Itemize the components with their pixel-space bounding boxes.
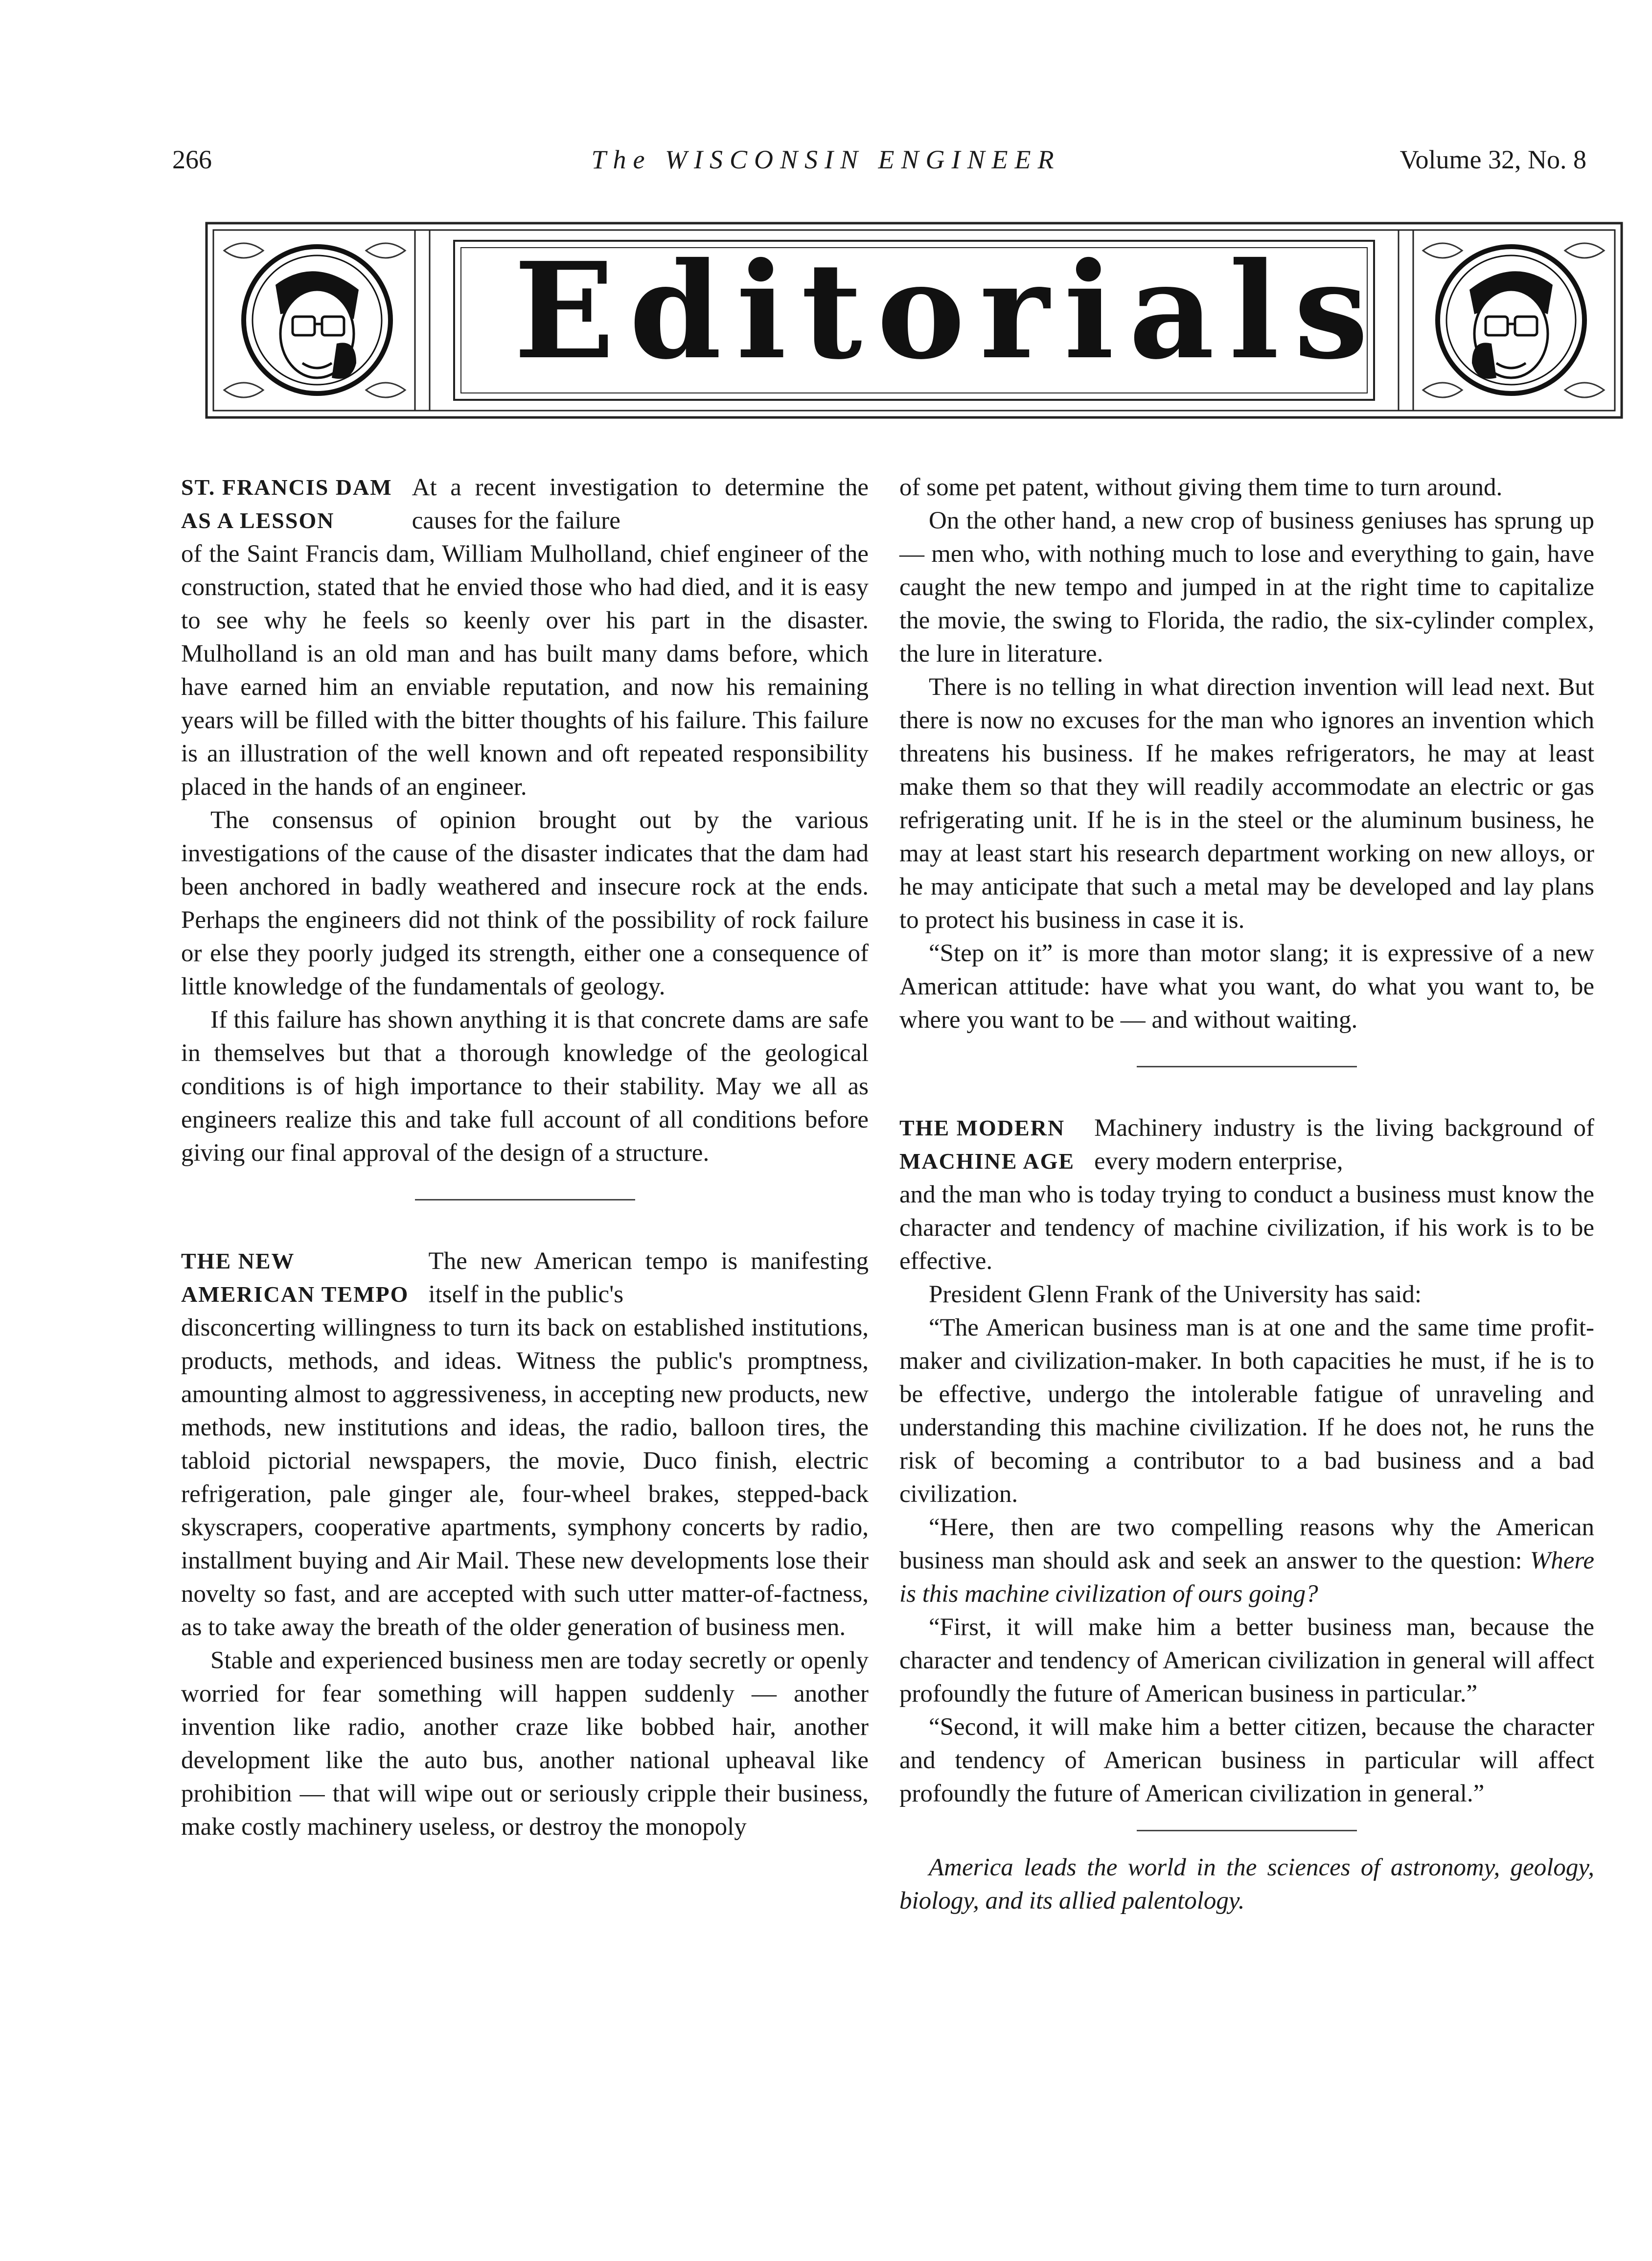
article-heading: ST. FRANCIS DAM AS A LESSON bbox=[181, 475, 392, 533]
section-divider bbox=[1137, 1830, 1357, 1831]
editorials-title: Editorials bbox=[514, 233, 1383, 389]
running-header bbox=[0, 144, 1652, 184]
paragraph: “The American business man is at one and the same time profit-maker and civilization-maker. In both capacities he must, if he is to be effective, undergo the intolerable fatigue of unraveling and understanding this machine civilization. If he does not, he runs the risk of becoming a contributor to a bad business and a bad civilization. bbox=[899, 1314, 1594, 1508]
paragraph: Stable and experienced business men are today secretly or openly worried for fear something will happen suddenly — another invention like radio, another craze like bobbed hair, another development like the auto bus, another national upheaval like prohibition — that will wipe out or seriously cripple their business, make costly machinery useless, or destroy the monopoly bbox=[181, 1647, 869, 1841]
closing-note: America leads the world in the sciences of astronomy, geology, biology, and its allied palentology. bbox=[899, 1854, 1594, 1915]
paragraph: President Glenn Frank of the University has said: bbox=[929, 1281, 1422, 1308]
section-divider bbox=[1137, 1066, 1357, 1067]
article-lead: At a recent investigation to determine the causes for the failure bbox=[412, 474, 869, 534]
page-number: 266 bbox=[172, 145, 212, 174]
paragraph: and the man who is today trying to conduct a business must know the character and tendency of machine civilization, if his work is to be effective. bbox=[899, 1181, 1594, 1275]
paragraph: of the Saint Francis dam, William Mulholland, chief engineer of the construction, stated that he envied those who had died, and it is easy to see why he feels so keenly over his part in the disaster. Mulholland is an old man and has built many dams before, which have earned him an enviable reputation, and now his remaining years will be filled with the bitter thoughts of his failure. This failure is an illustration of the well known and oft repeated responsibility placed in the hands of an engineer. bbox=[181, 540, 869, 801]
paragraph: “Here, then are two compelling reasons why the American business man should ask and seek an answer to the question: Where is this machine civilization of ours going? bbox=[899, 1514, 1594, 1608]
article-heading: THE MODERN MACHINE AGE bbox=[899, 1115, 1075, 1174]
paragraph: “Second, it will make him a better citizen, because the character and tendency of American business in particular will affect profoundly the future of American civilization in general.” bbox=[899, 1713, 1594, 1807]
paragraph: The consensus of opinion brought out by the various investigations of the cause of the disaster indicates that the dam had been anchored in badly weathered and insecure rock at the ends. Perhaps the engineers did not think of the possibility of rock failure or else they poorly judged its strength, either one a consequence of little knowledge of the fundamentals of geology. bbox=[181, 807, 869, 1000]
paragraph: “Step on it” is more than motor slang; it is expressive of a new American attitude: have what you want, do what you want to, be where you want to be — and without waiting. bbox=[899, 940, 1594, 1034]
right-column bbox=[899, 471, 1594, 1917]
article-st-francis-dam bbox=[181, 471, 869, 537]
article-modern-machine-age bbox=[899, 1111, 1594, 1178]
italic-question: Where is this machine civilization of ours going? bbox=[899, 1547, 1594, 1608]
paragraph: disconcerting willingness to turn its back on established institutions, products, methods, and ideas. Witness the public's promptness, amounting almost to aggressiveness, in accepting new products, new methods, new institutions and ideas, the radio, balloon tires, the tabloid pictorial newspapers, the movie, Duco finish, electric refrigeration, pale ginger ale, four-wheel brakes, stepped-back skyscrapers, cooperative apartments, symphony concerts by radio, installment buying and Air Mail. These new developments lose their novelty so fast, and are accepted with such utter matter-of-factness, as to take away the breath of the older generation of business men. bbox=[181, 1314, 869, 1641]
article-heading: THE NEW AMERICAN TEMPO bbox=[181, 1248, 409, 1307]
face-with-glasses-icon bbox=[244, 247, 390, 393]
article-lead: The new American tempo is manifesting itself in the public's bbox=[428, 1247, 869, 1308]
section-divider bbox=[415, 1199, 635, 1200]
paragraph: On the other hand, a new crop of business geniuses has sprung up — men who, with nothing much to lose and everything to gain, have caught the new tempo and jumped in at the right time to capitalize the movie, the swing to Florida, the radio, the six-cylinder complex, the lure in literature. bbox=[899, 507, 1594, 668]
magazine-title: The WISCONSIN ENGINEER bbox=[591, 145, 1061, 174]
article-lead: Machinery industry is the living background of every modern enterprise, bbox=[1094, 1114, 1594, 1175]
paragraph: If this failure has shown anything it is that concrete dams are safe in themselves but that a thorough knowledge of the geological conditions is of high importance to their stability. May we all as engineers realize this and take full account of all conditions before giving our final approval of the design of a structure. bbox=[181, 1006, 869, 1167]
paragraph: of some pet patent, without giving them time to turn around. bbox=[899, 474, 1503, 501]
left-column bbox=[181, 471, 869, 1844]
face-with-glasses-icon bbox=[1438, 247, 1584, 393]
article-new-american-tempo bbox=[181, 1245, 869, 1311]
paragraph: There is no telling in what direction invention will lead next. But there is now no excuses for the man who ignores an invention which threatens his business. If he makes refrigerators, he may at least make them so that they will readily accommodate an electric or gas refrigerating unit. If he is in the steel or the aluminum business, he may at least start his research department working on new alloys, or he may anticipate that such a metal may be developed and lay plans to protect his business in case it is. bbox=[899, 673, 1594, 934]
volume-number: Volume 32, No. 8 bbox=[1400, 145, 1586, 174]
paragraph: “First, it will make him a better business man, because the character and tendency of American civilization in general will affect profoundly the future of American business in particular.” bbox=[899, 1614, 1594, 1707]
